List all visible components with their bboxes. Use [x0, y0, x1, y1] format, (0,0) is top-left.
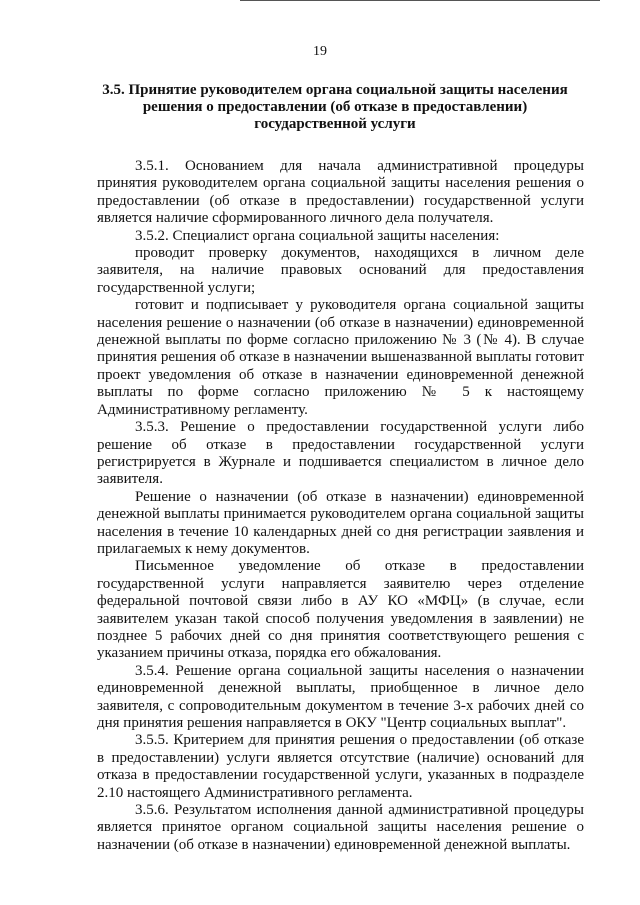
paragraph-3-5-3: 3.5.3. Решение о предоставлении государственной услуги либо решение об отказе в предоставлении государственной услуги регистрируется в Журнале и подшивается специалистом в личное дело заявителя.: [97, 419, 584, 488]
paragraph-3-5-4: 3.5.4. Решение органа социальной защиты населения о назначении единовременной денежной выплаты, приобщенное в личное дело заявителя, с сопроводительным документом в течение 3-х рабочих дней со дня принятия решения направляется в ОКУ "Центр социальных выплат".: [97, 662, 584, 731]
paragraph-3-5-6: 3.5.6. Результатом исполнения данной административной процедуры является принятое органом социальной защиты населения решение о назначении (об отказе в назначении) единовременной денежной выплаты.: [97, 802, 584, 853]
top-edge-rule: [240, 0, 600, 1]
document-body: [97, 158, 584, 854]
paragraph-3-5-2: 3.5.2. Специалист органа социальной защиты населения:: [135, 227, 500, 244]
section-title: 3.5. Принятие руководителем органа социальной защиты населения решения о предоставлении (об отказе в предоставлении) государственной услуги: [102, 82, 568, 132]
paragraph-check-documents: проводит проверку документов, находящихся в личном деле заявителя, на наличие правовых оснований для предоставления государственной услуги;: [97, 245, 584, 296]
paragraph-3-5-5: 3.5.5. Критерием для принятия решения о предоставлении (об отказе в предоставлении) услуги является отсутствие (наличие) оснований для отказа в предоставлении государственной услуги, указанных в подразделе 2.10 настоящего Административного регламента.: [97, 732, 584, 801]
paragraph-decision-term: Решение о назначении (об отказе в назначении) единовременной денежной выплаты принимается руководителем органа социальной защиты населения в течение 10 календарных дней со дня регистрации заявления и прилагаемых к нему документов.: [97, 488, 584, 557]
paragraph-3-5-1: 3.5.1. Основанием для начала административной процедуры принятия руководителем органа социальной защиты населения решения о предоставлении (об отказе в предоставлении) государственной услуги является наличие сформированного личного дела получателя.: [97, 158, 584, 227]
paragraph-written-notice: Письменное уведомление об отказе в предоставлении государственной услуги направляется заявителю через отделение федеральной почтовой связи либо в АУ КО «МФЦ» (в случае, если заявителем указан такой способ получения уведомления в заявлении) не позднее 5 рабочих дней со дня принятия соответствующего решения с указанием причины отказа, порядка его обжалования.: [97, 558, 584, 662]
paragraph-prepare-decision: готовит и подписывает у руководителя органа социальной защиты населения решение о назначении (об отказе в назначении) единовременной денежной выплаты по форме согласно приложению № 3 (№ 4). В случае принятия решения об отказе в назначении вышеназванной выплаты готовит проект уведомления об отказе в назначении единовременной денежной выплаты по форме согласно приложению № 5 к настоящему Административному регламенту.: [97, 297, 584, 418]
page-number: 19: [313, 44, 327, 59]
